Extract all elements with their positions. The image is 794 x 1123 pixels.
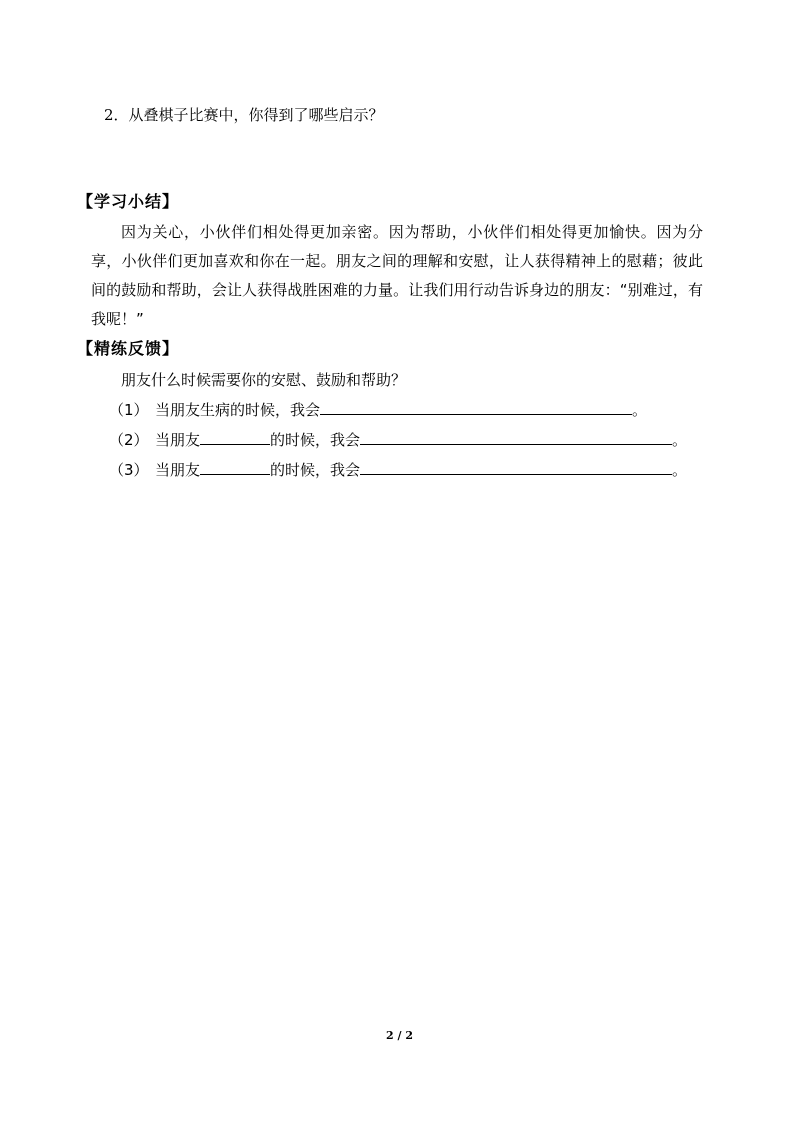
item-text: 当朋友生病的时候，我会 xyxy=(155,401,321,419)
item-number: （1） xyxy=(109,401,149,419)
question-number: 2． xyxy=(104,106,129,124)
answer-blank[interactable] xyxy=(320,398,632,415)
situation-blank[interactable] xyxy=(200,428,270,445)
item-text-2: 的时候，我会 xyxy=(270,461,361,479)
answer-blank[interactable] xyxy=(360,458,672,475)
item-number: （2） xyxy=(109,431,149,449)
summary-paragraph: 因为关心，小伙伴们相处得更加亲密。因为帮助，小伙伴们相处得更加愉快。因为分享，小伙伴们更加喜欢和你在一起。朋友之间的理解和安慰，让人获得精神上的慰藉；彼此间的鼓励和帮助，会让人获得战胜困难的力量。让我们用行动告诉身边的朋友：“别难过，有我呢！” xyxy=(91,223,703,328)
item-text: 当朋友 xyxy=(155,461,201,479)
practice-item-1 xyxy=(109,396,647,424)
practice-question: 朋友什么时候需要你的安慰、鼓励和帮助？ xyxy=(121,371,407,389)
situation-blank[interactable] xyxy=(200,458,270,475)
item-end: 。 xyxy=(672,431,688,449)
summary-heading: 【学习小结】 xyxy=(77,192,180,211)
practice-item-2 xyxy=(109,426,687,454)
item-text: 当朋友 xyxy=(155,431,201,449)
practice-item-3 xyxy=(109,456,687,484)
item-end: 。 xyxy=(672,461,688,479)
page-number: 2 / 2 xyxy=(386,1029,413,1042)
item-end: 。 xyxy=(632,401,648,419)
practice-heading: 【精练反馈】 xyxy=(77,339,180,358)
item-number: （3） xyxy=(109,461,149,479)
question-2 xyxy=(104,101,384,129)
answer-blank[interactable] xyxy=(360,428,672,445)
question-text: 从叠棋子比赛中，你得到了哪些启示？ xyxy=(128,106,384,124)
item-text-2: 的时候，我会 xyxy=(270,431,361,449)
